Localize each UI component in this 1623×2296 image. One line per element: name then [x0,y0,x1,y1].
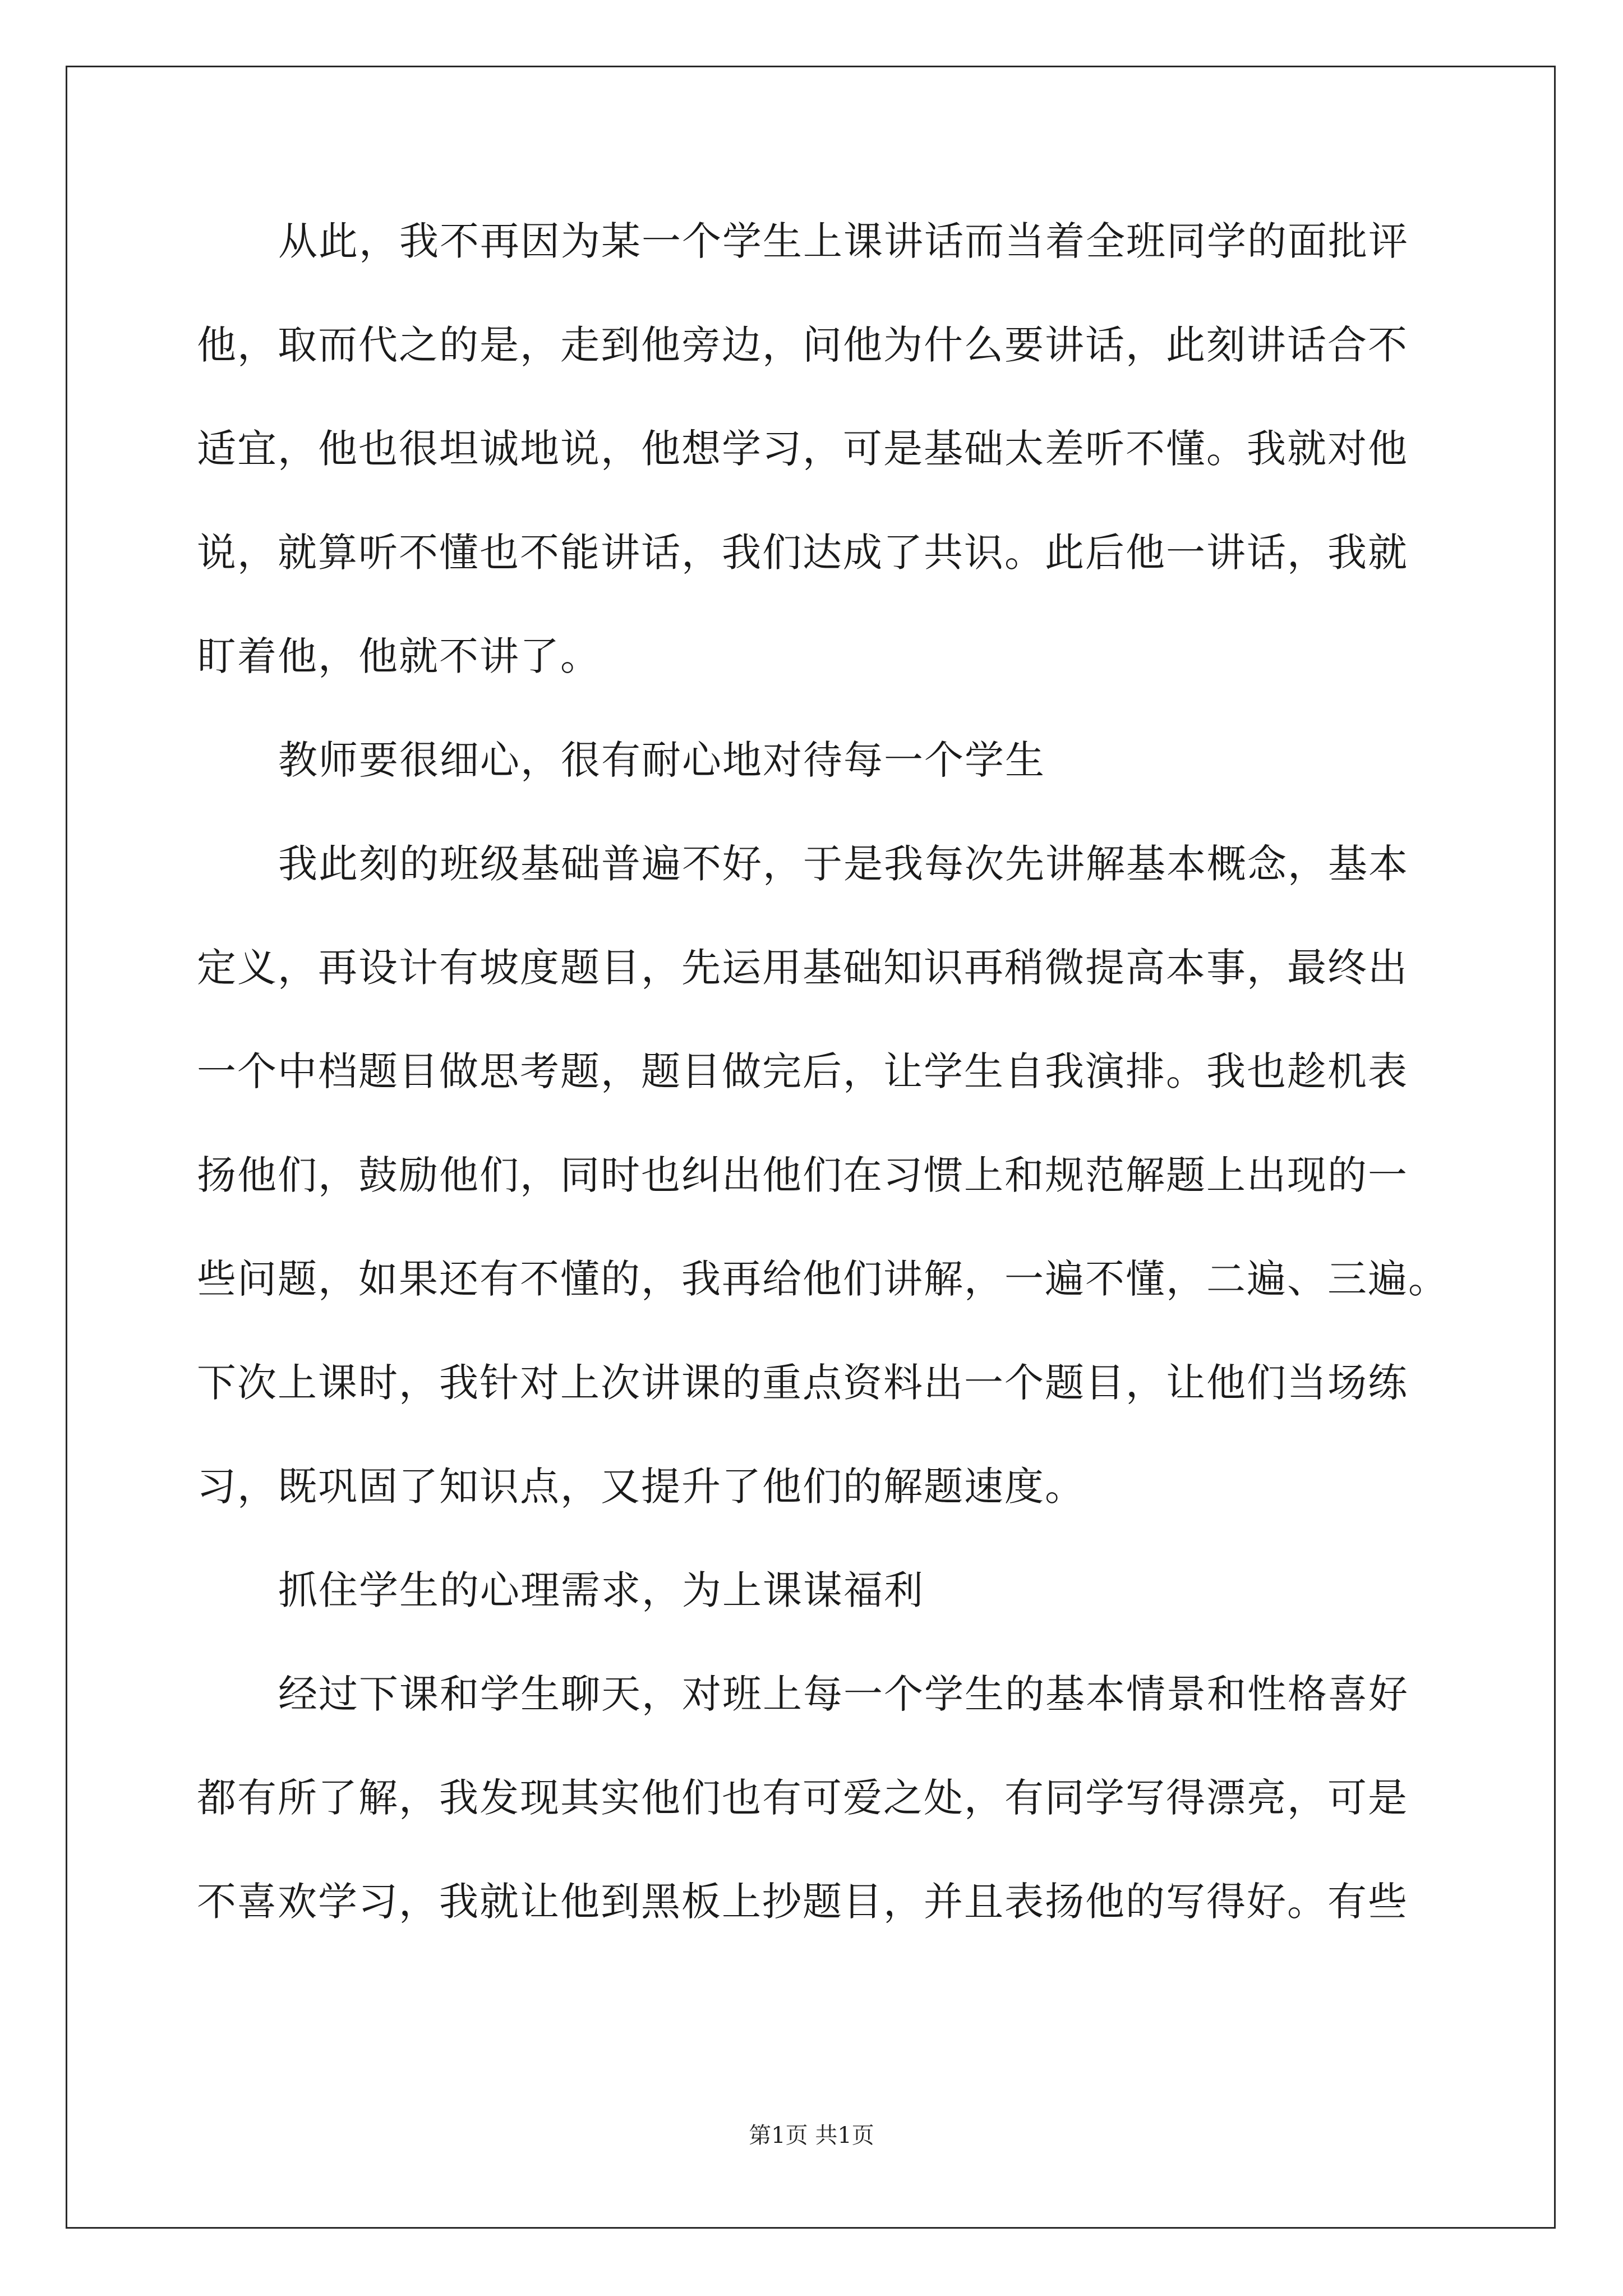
text-line: 经过下课和学生聊天，对班上每一个学生的基本情景和性格喜好 [278,1671,1409,1717]
section-heading: 教师要很细心，很有耐心地对待每一个学生 [278,737,1045,783]
text-line: 从此，我不再因为某一个学生上课讲话而当着全班同学的面批评 [278,218,1409,264]
text-line: 适宜，他也很坦诚地说，他想学习，可是基础太差听不懂。我就对他 [197,426,1408,472]
text-line: 些问题，如果还有不懂的，我再给他们讲解，一遍不懂，二遍、三遍。 [197,1256,1449,1302]
text-line: 定义，再设计有坡度题目，先运用基础知识再稍微提高本事，最终出 [197,945,1408,991]
text-line: 下次上课时，我针对上次讲课的重点资料出一个题目，让他们当场练 [197,1360,1408,1406]
text-line: 不喜欢学习，我就让他到黑板上抄题目，并且表扬他的写得好。有些 [197,1879,1408,1925]
text-line: 盯着他，他就不讲了。 [197,633,601,679]
text-line: 我此刻的班级基础普遍不好，于是我每次先讲解基本概念，基本 [278,841,1409,887]
text-line: 一个中档题目做思考题，题目做完后，让学生自我演排。我也趁机表 [197,1048,1408,1094]
text-line: 习，既巩固了知识点，又提升了他们的解题速度。 [197,1464,1085,1510]
page-footer: 第1页 共1页 [749,2123,874,2148]
text-line: 说，就算听不懂也不能讲话，我们达成了共识。此后他一讲话，我就 [197,530,1408,576]
text-line: 他，取而代之的是，走到他旁边，问他为什么要讲话，此刻讲话合不 [197,322,1408,368]
text-line: 扬他们，鼓励他们，同时也纠出他们在习惯上和规范解题上出现的一 [197,1152,1408,1198]
section-heading: 抓住学生的心理需求，为上课谋福利 [278,1567,924,1613]
text-line: 都有所了解，我发现其实他们也有可爱之处，有同学写得漂亮，可是 [197,1775,1408,1821]
